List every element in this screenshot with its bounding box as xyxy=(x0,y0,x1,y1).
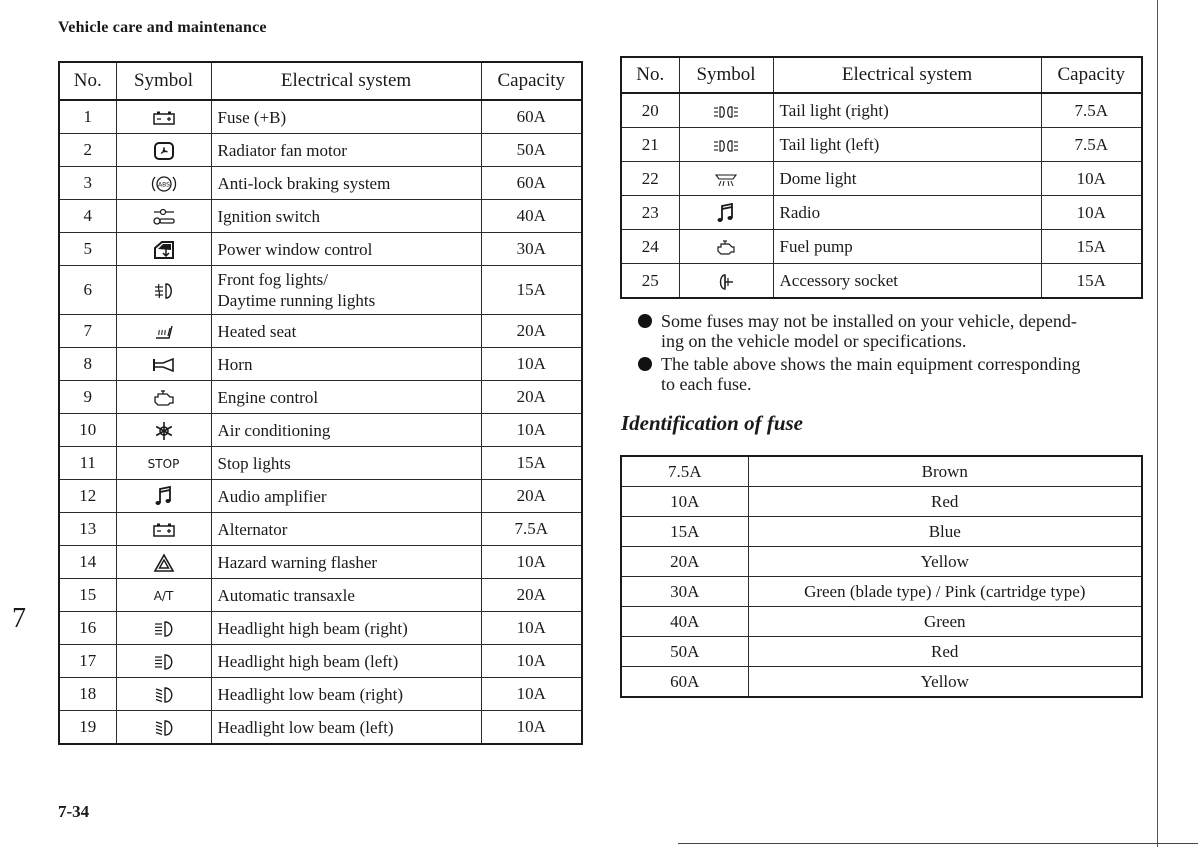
table-row xyxy=(59,513,582,546)
table-row xyxy=(59,414,582,447)
fuse-symbol xyxy=(116,348,211,381)
horn-icon xyxy=(151,357,177,373)
bottom-rule xyxy=(678,843,1198,844)
electrical-system xyxy=(211,678,481,711)
low-beam-icon xyxy=(151,719,177,737)
fuse-number: 16 xyxy=(59,612,116,645)
fuse-symbol xyxy=(116,513,211,546)
table-row xyxy=(621,577,1142,607)
electrical-system-label: Headlight high beam (left) xyxy=(217,651,399,671)
fuse-capacity: 10A xyxy=(481,348,582,381)
fuse-symbol xyxy=(116,645,211,678)
fuse-symbol xyxy=(116,678,211,711)
battery-icon xyxy=(152,110,176,126)
fuse-capacity: 15A xyxy=(1041,264,1142,299)
electrical-system xyxy=(773,162,1041,196)
fuse-number: 20 xyxy=(621,93,679,128)
fuse-symbol xyxy=(679,230,773,264)
page-number: 7-34 xyxy=(58,802,90,821)
table-row xyxy=(59,480,582,513)
accessory-socket-icon xyxy=(716,273,736,291)
table-row xyxy=(59,315,582,348)
table-row xyxy=(621,196,1142,230)
fuse-color: Red xyxy=(748,487,1142,517)
fuse-number: 4 xyxy=(59,200,116,233)
table-row xyxy=(59,447,582,480)
electrical-system-label: Hazard warning flasher xyxy=(217,552,378,572)
electrical-system xyxy=(211,480,481,513)
fuse-capacity: 15A xyxy=(481,266,582,315)
fuse-number: 12 xyxy=(59,480,116,513)
fuse-capacity: 10A xyxy=(481,546,582,579)
bullet-icon xyxy=(638,314,652,328)
table-row xyxy=(59,233,582,266)
table-row xyxy=(59,678,582,711)
fuse-color: Brown xyxy=(748,456,1142,487)
electrical-system xyxy=(211,546,481,579)
electrical-system xyxy=(211,579,481,612)
column-header-no: No. xyxy=(59,62,116,100)
column-header-symbol: Symbol xyxy=(679,57,773,93)
fuse-capacity: 7.5A xyxy=(1041,93,1142,128)
electrical-system-label: Heated seat xyxy=(217,321,297,341)
table-row xyxy=(59,546,582,579)
column-header-electrical-system: Electrical system xyxy=(773,57,1041,93)
electrical-system-label: Anti-lock braking system xyxy=(217,173,391,193)
table-row xyxy=(59,100,582,134)
note-line: ing on the vehicle model or specifications. xyxy=(661,331,967,351)
electrical-system xyxy=(773,128,1041,162)
fuse-capacity: 20A xyxy=(481,381,582,414)
dome-light-icon xyxy=(713,172,739,188)
fuse-number: 24 xyxy=(621,230,679,264)
fuse-color-table xyxy=(620,455,1143,698)
note-item xyxy=(636,354,1146,394)
electrical-system xyxy=(211,645,481,678)
fuse-symbol xyxy=(116,167,211,200)
fuse-symbol xyxy=(116,134,211,167)
fuse-capacity: 15A xyxy=(1041,230,1142,264)
fuse-symbol xyxy=(116,612,211,645)
fuel-pump-icon xyxy=(714,239,738,257)
fuse-number: 13 xyxy=(59,513,116,546)
table-row xyxy=(621,230,1142,264)
table-row xyxy=(621,456,1142,487)
heated-seat-icon xyxy=(152,322,176,342)
fuse-symbol xyxy=(116,414,211,447)
fuse-symbol xyxy=(116,546,211,579)
fuse-symbol xyxy=(116,381,211,414)
table-row xyxy=(621,637,1142,667)
low-beam-icon xyxy=(151,686,177,704)
electrical-system xyxy=(773,264,1041,299)
electrical-system-label: Accessory socket xyxy=(779,271,898,290)
electrical-system-label: Fuel pump xyxy=(779,237,853,256)
fuse-capacity: 60A xyxy=(481,100,582,134)
music-note-icon xyxy=(153,485,175,507)
fuse-capacity: 10A xyxy=(621,487,748,517)
fuse-number: 17 xyxy=(59,645,116,678)
fuse-capacity: 20A xyxy=(481,480,582,513)
radiator-fan-icon xyxy=(153,141,175,161)
electrical-system xyxy=(211,711,481,745)
fuse-capacity: 15A xyxy=(481,447,582,480)
tail-light-icon xyxy=(712,105,740,119)
fuse-number: 14 xyxy=(59,546,116,579)
fuse-symbol xyxy=(116,480,211,513)
table-row xyxy=(59,167,582,200)
fuse-capacity: 10A xyxy=(481,678,582,711)
battery-icon xyxy=(152,522,176,538)
bullet-icon xyxy=(638,357,652,371)
note-item xyxy=(636,311,1146,351)
electrical-system xyxy=(211,447,481,480)
electrical-system xyxy=(211,134,481,167)
electrical-system xyxy=(773,230,1041,264)
fuse-symbol xyxy=(116,233,211,266)
fuse-number: 15 xyxy=(59,579,116,612)
fuse-number: 23 xyxy=(621,196,679,230)
fuse-capacity: 10A xyxy=(481,711,582,745)
fuse-symbol xyxy=(679,162,773,196)
fog-light-icon xyxy=(151,281,177,301)
fuse-capacity: 15A xyxy=(621,517,748,547)
electrical-system-label: Fuse (+B) xyxy=(217,107,287,127)
electrical-system-label: Ignition switch xyxy=(217,206,320,226)
fuse-number: 5 xyxy=(59,233,116,266)
table-row xyxy=(59,381,582,414)
engine-icon xyxy=(152,389,176,407)
column-header-no: No. xyxy=(621,57,679,93)
ignition-switch-icon xyxy=(151,207,177,227)
table-row xyxy=(621,547,1142,577)
table-row xyxy=(621,517,1142,547)
table-row xyxy=(59,348,582,381)
fuse-capacity: 30A xyxy=(481,233,582,266)
fuse-capacity: 60A xyxy=(481,167,582,200)
fuse-number: 9 xyxy=(59,381,116,414)
fuse-symbol xyxy=(116,579,211,612)
table-row xyxy=(621,93,1142,128)
fuse-color: Green (blade type) / Pink (cartridge type) xyxy=(748,577,1142,607)
electrical-system-label: Front fog lights/ xyxy=(217,270,329,289)
page-header-title: Vehicle care and maintenance xyxy=(58,19,267,36)
electrical-system xyxy=(211,612,481,645)
table-row xyxy=(621,162,1142,196)
electrical-system-label: Radio xyxy=(779,203,821,222)
fuse-number: 19 xyxy=(59,711,116,745)
table-row xyxy=(59,134,582,167)
table-row xyxy=(621,128,1142,162)
electrical-system-label: Automatic transaxle xyxy=(217,585,355,605)
electrical-system xyxy=(211,100,481,134)
svg-text:ABS: ABS xyxy=(157,181,170,189)
fuse-capacity: 7.5A xyxy=(1041,128,1142,162)
fuse-capacity: 10A xyxy=(481,414,582,447)
electrical-system-label: Horn xyxy=(217,354,253,374)
fuse-symbol xyxy=(116,447,211,480)
air-conditioning-icon xyxy=(154,421,174,441)
electrical-system xyxy=(211,200,481,233)
fuse-color: Yellow xyxy=(748,547,1142,577)
electrical-system xyxy=(211,381,481,414)
fuse-capacity: 30A xyxy=(621,577,748,607)
chapter-number: 7 xyxy=(12,603,26,634)
table-row xyxy=(59,711,582,745)
music-note-icon xyxy=(715,202,737,224)
electrical-system xyxy=(211,167,481,200)
fuse-capacity: 40A xyxy=(481,200,582,233)
electrical-system-label: Headlight low beam (left) xyxy=(217,717,394,737)
at-text-icon: A/T xyxy=(153,589,174,604)
fuse-symbol xyxy=(116,711,211,745)
fuse-number: 8 xyxy=(59,348,116,381)
fuse-number: 22 xyxy=(621,162,679,196)
fuse-capacity: 40A xyxy=(621,607,748,637)
fuse-capacity: 7.5A xyxy=(621,456,748,487)
fuse-symbol xyxy=(116,200,211,233)
table-header-row xyxy=(621,57,1142,93)
fuse-table-right xyxy=(620,56,1143,299)
table-row xyxy=(59,645,582,678)
fuse-capacity: 60A xyxy=(621,667,748,698)
table-row xyxy=(621,667,1142,698)
electrical-system-label: Air conditioning xyxy=(217,420,331,440)
fuse-capacity: 50A xyxy=(481,134,582,167)
column-header-symbol: Symbol xyxy=(116,62,211,100)
table-row xyxy=(621,607,1142,637)
fuse-number: 1 xyxy=(59,100,116,134)
electrical-system xyxy=(211,233,481,266)
fuse-number: 2 xyxy=(59,134,116,167)
fuse-symbol xyxy=(679,93,773,128)
fuse-color: Yellow xyxy=(748,667,1142,698)
power-window-icon xyxy=(153,240,175,260)
hazard-triangle-icon xyxy=(153,553,175,573)
fuse-table-left xyxy=(58,61,583,745)
fuse-symbol xyxy=(116,266,211,315)
fuse-symbol xyxy=(679,128,773,162)
electrical-system xyxy=(211,414,481,447)
electrical-system-label: Headlight low beam (right) xyxy=(217,684,404,704)
electrical-system-label: Radiator fan motor xyxy=(217,140,347,160)
electrical-system xyxy=(211,266,481,315)
fuse-capacity: 7.5A xyxy=(481,513,582,546)
fuse-number: 18 xyxy=(59,678,116,711)
table-row xyxy=(621,487,1142,517)
fuse-color: Green xyxy=(748,607,1142,637)
electrical-system-label: Dome light xyxy=(779,169,857,188)
fuse-color: Blue xyxy=(748,517,1142,547)
note-line: The table above shows the main equipment corresponding xyxy=(661,354,1081,374)
fuse-capacity: 10A xyxy=(481,612,582,645)
high-beam-icon xyxy=(151,653,177,671)
fuse-color: Red xyxy=(748,637,1142,667)
stop-text-icon: STOP xyxy=(147,457,180,472)
electrical-system-label: Tail light (left) xyxy=(779,135,880,154)
fuse-symbol xyxy=(679,196,773,230)
fuse-capacity: 20A xyxy=(621,547,748,577)
table-row xyxy=(59,200,582,233)
fuse-number: 3 xyxy=(59,167,116,200)
table-row xyxy=(621,264,1142,299)
electrical-system-label: Stop lights xyxy=(217,453,291,473)
fuse-symbol xyxy=(679,264,773,299)
electrical-system xyxy=(211,348,481,381)
column-header-capacity: Capacity xyxy=(1041,57,1142,93)
tail-light-icon xyxy=(712,139,740,153)
fuse-capacity: 10A xyxy=(1041,196,1142,230)
electrical-system-label: Audio amplifier xyxy=(217,486,327,506)
fuse-capacity: 20A xyxy=(481,315,582,348)
column-header-electrical-system: Electrical system xyxy=(211,62,481,100)
fuse-number: 7 xyxy=(59,315,116,348)
note-line: Some fuses may not be installed on your vehicle, depend- xyxy=(661,311,1077,331)
fuse-capacity: 50A xyxy=(621,637,748,667)
page-edge-line xyxy=(1157,0,1158,847)
section-heading: Identification of fuse xyxy=(621,411,803,435)
fuse-symbol xyxy=(116,100,211,134)
fuse-number: 6 xyxy=(59,266,116,315)
electrical-system-label: Alternator xyxy=(217,519,288,539)
electrical-system-label: Headlight high beam (right) xyxy=(217,618,408,638)
abs-icon xyxy=(151,174,177,194)
fuse-number: 11 xyxy=(59,447,116,480)
electrical-system-label: Daytime running lights xyxy=(217,291,376,310)
notes-list xyxy=(636,311,1146,397)
electrical-system xyxy=(773,93,1041,128)
electrical-system-label: Tail light (right) xyxy=(779,101,889,120)
high-beam-icon xyxy=(151,620,177,638)
fuse-capacity: 10A xyxy=(481,645,582,678)
fuse-capacity: 20A xyxy=(481,579,582,612)
fuse-number: 25 xyxy=(621,264,679,299)
electrical-system xyxy=(773,196,1041,230)
electrical-system-label: Engine control xyxy=(217,387,319,407)
column-header-capacity: Capacity xyxy=(481,62,582,100)
note-line: to each fuse. xyxy=(661,374,752,394)
table-row xyxy=(59,612,582,645)
table-header-row xyxy=(59,62,582,100)
electrical-system xyxy=(211,513,481,546)
fuse-number: 10 xyxy=(59,414,116,447)
electrical-system xyxy=(211,315,481,348)
electrical-system-label: Power window control xyxy=(217,239,373,259)
fuse-symbol xyxy=(116,315,211,348)
fuse-capacity: 10A xyxy=(1041,162,1142,196)
table-row xyxy=(59,579,582,612)
fuse-number: 21 xyxy=(621,128,679,162)
table-row xyxy=(59,266,582,315)
